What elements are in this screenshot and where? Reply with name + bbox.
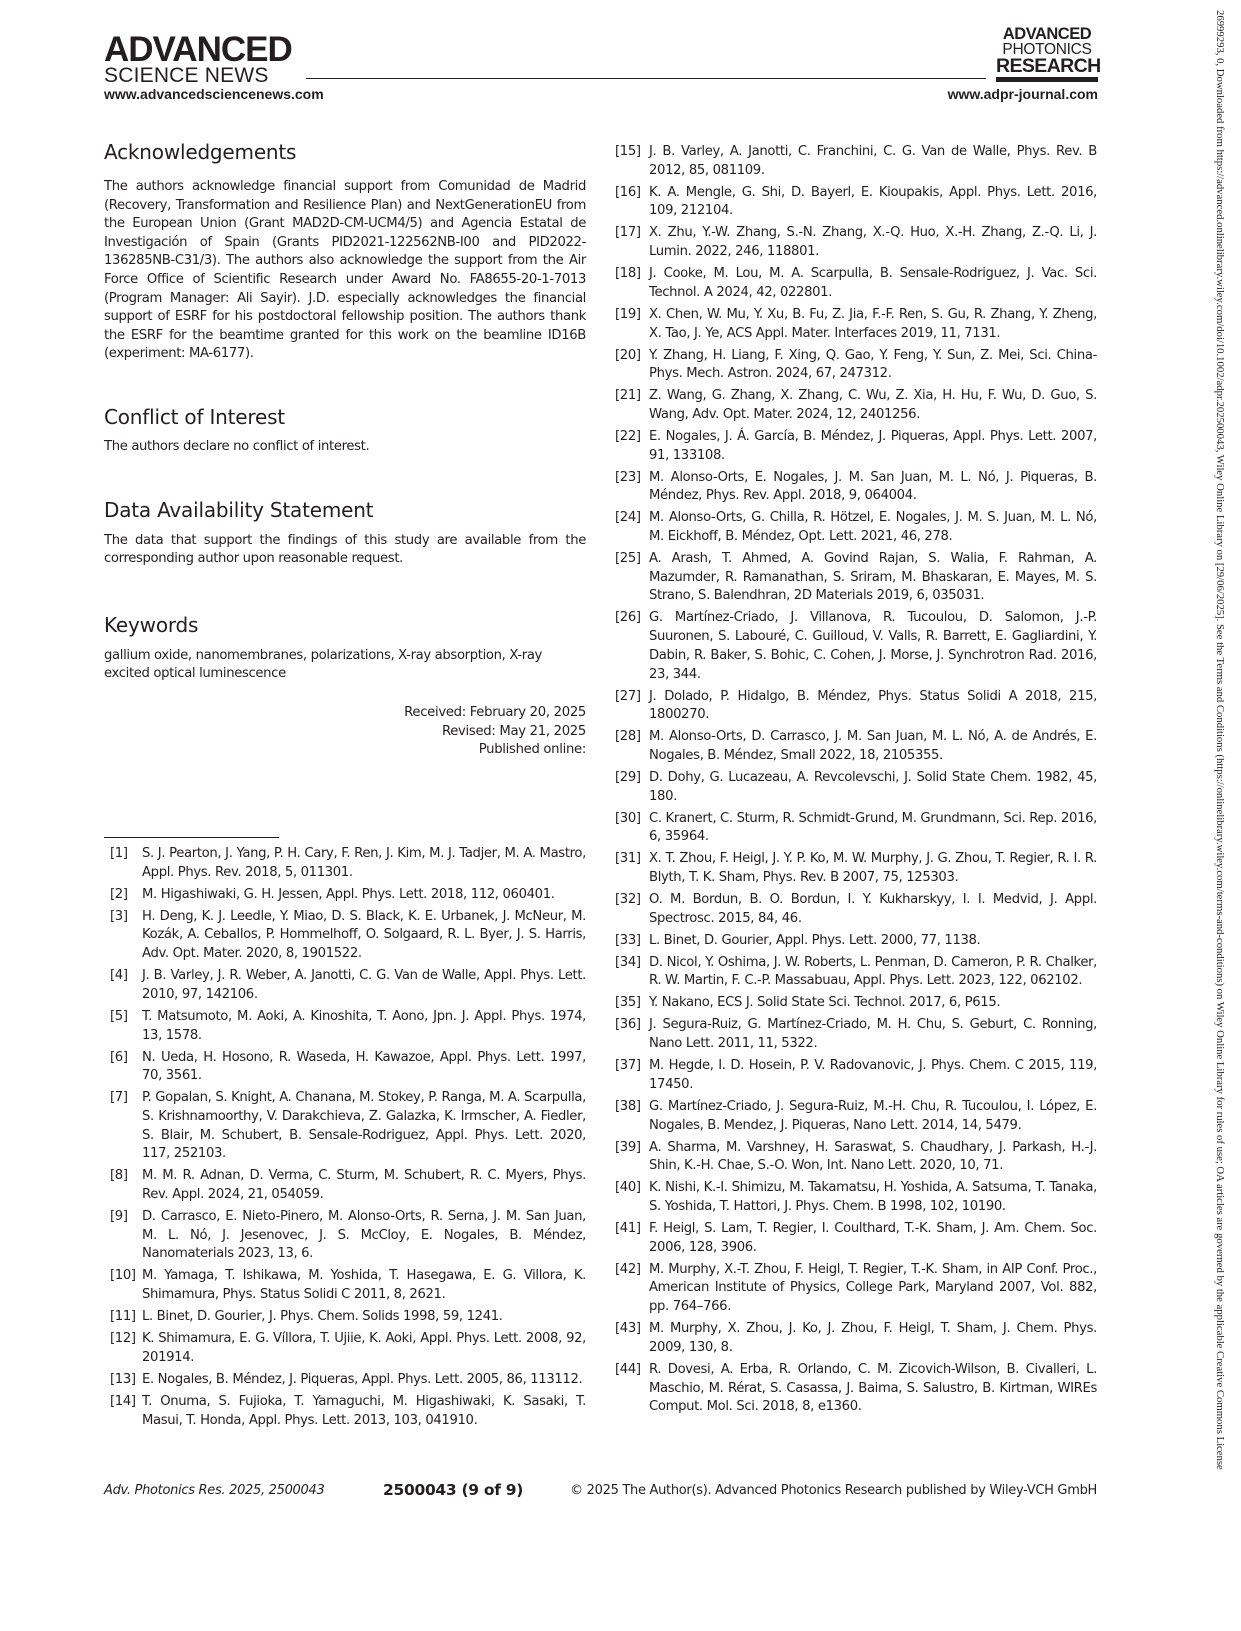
reference-number: [14]: [110, 1393, 136, 1409]
reference-number: [21]: [615, 388, 641, 404]
reference-item: [615, 1320, 1097, 1357]
reference-text: A. Arash, T. Ahmed, A. Govind Rajan, S. Walia, F. Rahman, A. Mazumder, R. Ramanathan, S. Sriram, M. Bhaskaran, E. Mayes, M. S. Strano, S. Balendhran, 2D Materials 2019, 6, 035031.: [649, 551, 1097, 604]
reference-text: J. Dolado, P. Hidalgo, B. Méndez, Phys. Status Solidi A 2018, 215, 1800270.: [649, 688, 1097, 723]
reference-text: M. Higashiwaki, G. H. Jessen, Appl. Phys. Lett. 2018, 112, 060401.: [142, 886, 555, 902]
received-date: Received: February 20, 2025: [404, 704, 586, 720]
reference-item: [615, 688, 1097, 725]
reference-text: M. Alonso-Orts, D. Carrasco, J. M. San Juan, M. L. Nó, A. de Andrés, E. Nogales, B. Méndez, Small 2022, 18, 2105355.: [649, 729, 1097, 763]
reference-text: L. Binet, D. Gourier, J. Phys. Chem. Solids 1998, 59, 1241.: [142, 1309, 503, 1325]
reference-text: G. Martínez-Criado, J. Segura-Ruiz, M.-H. Chu, R. Tucoulou, I. López, E. Nogales, B. Mendez, J. Piqueras, Nano Lett. 2014, 14, 5479.: [649, 1098, 1097, 1133]
reference-item: [615, 994, 1097, 1013]
reference-item: [615, 1057, 1097, 1094]
reference-text: Z. Wang, G. Zhang, X. Zhang, C. Wu, Z. Xia, H. Hu, F. Wu, D. Guo, S. Wang, Adv. Opt. Mater. 2024, 12, 2401256.: [649, 388, 1097, 422]
reference-text: D. Nicol, Y. Oshima, J. W. Roberts, L. Penman, D. Cameron, P. R. Chalker, R. W. Martin, F. C.-P. Massabuau, Appl. Phys. Lett. 2023, 122, 062102.: [649, 954, 1097, 989]
reference-item: [615, 469, 1097, 506]
reference-text: Y. Nakano, ECS J. Solid State Sci. Technol. 2017, 6, P615.: [649, 995, 1001, 1011]
reference-text: R. Dovesi, A. Erba, R. Orlando, C. M. Zicovich-Wilson, B. Civalleri, L. Maschio, M. Rérat, S. Casassa, J. Baima, S. Salustro, B. Kirtman, WIREs Comput. Mol. Sci. 2018, 8, e1360.: [649, 1361, 1097, 1415]
reference-item: [615, 932, 1097, 951]
reference-item: [104, 1008, 586, 1045]
reference-item: [104, 1330, 586, 1367]
reference-item: [104, 886, 586, 905]
reference-item: [104, 845, 586, 882]
reference-text: L. Binet, D. Gourier, Appl. Phys. Lett. 2000, 77, 1138.: [649, 932, 981, 948]
reference-text: J. Cooke, M. Lou, M. A. Scarpulla, B. Sensale-Rodriguez, J. Vac. Sci. Technol. A 2024, 42, 022801.: [649, 266, 1097, 300]
reference-number: [23]: [615, 469, 641, 485]
reference-number: [35]: [615, 995, 641, 1011]
reference-number: [20]: [615, 347, 641, 363]
reference-number: [32]: [615, 892, 641, 908]
acknowledgements-text: The authors acknowledge financial support from Comunidad de Madrid (Recovery, Transformation and Resilience Plan) and NextGenerationEU from the European Union (Grant MAD2D-CM-UCM4/5) and Agencia Estatal de Investigación of Spain (Grants PID2021-122562NB-I00 and PID2022-136285NB-C31/3). The authors also acknowledge the support from the Air Force Office of Scientific Research under Award No. FA8655-20-1-7013 (Program Manager: Ali Sayir). J.D. especially acknowledges the financial support of ESRF for his postdoctoral fellowship position. The authors thank the ESRF for the beamtime granted for this work on the beamline ID16B (experiment: MA-6177).: [104, 179, 586, 362]
reference-number: [17]: [615, 225, 641, 241]
reference-number: [10]: [110, 1268, 136, 1284]
reference-number: [18]: [615, 266, 641, 282]
reference-item: [615, 891, 1097, 928]
reference-text: G. Martínez-Criado, J. Villanova, R. Tucoulou, D. Salomon, J.-P. Suuronen, S. Labouré, C. Guilloud, V. Valls, R. Barrett, E. Gagliardini, Y. Dabin, R. Baker, S. Bohic, C. Cohen, J. Morse, J. Synchrotron Rad. 2016, 23, 344.: [649, 610, 1097, 682]
footer-copyright: © 2025 The Author(s). Advanced Photonics Research published by Wiley-VCH GmbH: [570, 1483, 1097, 1498]
reference-number: [12]: [110, 1331, 136, 1347]
reference-item: [615, 1179, 1097, 1216]
published-date: Published online:: [478, 742, 586, 758]
reference-item: [615, 1139, 1097, 1176]
reference-number: [27]: [615, 688, 641, 704]
reference-number: [28]: [615, 729, 641, 745]
reference-text: J. B. Varley, A. Janotti, C. Franchini, C. G. Van de Walle, Phys. Rev. B 2012, 85, 081109.: [649, 144, 1097, 178]
reference-number: [30]: [615, 810, 641, 826]
conflict-text: The authors declare no conflict of interest.: [104, 438, 370, 454]
reference-item: [615, 769, 1097, 806]
reference-item: [615, 224, 1097, 261]
reference-number: [22]: [615, 428, 641, 444]
reference-text: X. Zhu, Y.-W. Zhang, S.-N. Zhang, X.-Q. Huo, X.-H. Zhang, Z.-Q. Li, J. Lumin. 2022, 246, 118801.: [649, 225, 1097, 260]
reference-text: D. Dohy, G. Lucazeau, A. Revcolevschi, J. Solid State Chem. 1982, 45, 180.: [649, 769, 1097, 804]
reference-number: [6]: [110, 1049, 128, 1065]
reference-number: [41]: [615, 1220, 641, 1236]
reference-number: [40]: [615, 1180, 641, 1196]
reference-item: [615, 728, 1097, 765]
reference-number: [44]: [615, 1361, 641, 1377]
reference-text: O. M. Bordun, B. O. Bordun, I. Y. Kukharskyy, I. I. Medvid, J. Appl. Spectrosc. 2015, 84, 46.: [649, 892, 1097, 926]
reference-number: [26]: [615, 610, 641, 626]
reference-text: A. Sharma, M. Varshney, H. Saraswat, S. Chaudhary, J. Parkash, H.-J. Shin, K.-H. Chae, S.-O. Won, Int. Nano Lett. 2020, 10, 71.: [649, 1139, 1097, 1174]
reference-item: [615, 550, 1097, 606]
reference-item: [615, 509, 1097, 546]
reference-number: [33]: [615, 932, 641, 948]
reference-list-left: [104, 845, 586, 1434]
reference-item: [615, 184, 1097, 221]
reference-text: M. M. R. Adnan, D. Verma, C. Sturm, M. Schubert, R. C. Myers, Phys. Rev. Appl. 2024, 21, 054059.: [142, 1168, 586, 1203]
data-availability-heading: Data Availability Statement: [104, 497, 374, 522]
acknowledgements-section: [104, 140, 586, 364]
reference-item: [104, 1308, 586, 1327]
reference-text: C. Kranert, C. Sturm, R. Schmidt-Grund, M. Grundmann, Sci. Rep. 2016, 6, 35964.: [649, 810, 1097, 845]
reference-number: [15]: [615, 144, 641, 159]
reference-item: [615, 1220, 1097, 1257]
journal-url-link[interactable]: www.adpr-journal.com: [947, 86, 1098, 102]
reference-number: [11]: [110, 1309, 136, 1325]
reference-number: [29]: [615, 769, 641, 785]
reference-text: N. Ueda, H. Hosono, R. Waseda, H. Kawazoe, Appl. Phys. Lett. 1997, 70, 3561.: [142, 1049, 586, 1084]
acknowledgements-heading: Acknowledgements: [104, 140, 297, 164]
reference-item: [104, 1167, 586, 1204]
reference-number: [5]: [110, 1008, 128, 1024]
reference-item: [104, 1208, 586, 1264]
journal-logo-line3: RESEARCH: [996, 55, 1101, 77]
conflict-section: [104, 405, 586, 457]
reference-number: [13]: [110, 1371, 136, 1387]
reference-number: [42]: [615, 1261, 641, 1277]
download-side-note: 26999293, 0, Downloaded from https://advanced.onlinelibrary.wiley.com/doi/10.1002/adpr.202500043, Wiley Online Library on [29/06/2025]. See the Terms and Conditions (https://onlinelibrary.wiley.com/terms-and-conditions) on Wiley Online Library for rules of use; OA articles are governed by the applicable Creative Commons License: [1214, 10, 1226, 1470]
reference-number: [31]: [615, 851, 641, 867]
reference-item: [104, 967, 586, 1004]
reference-number: [16]: [615, 184, 641, 200]
reference-number: [19]: [615, 306, 641, 322]
left-column: [104, 140, 586, 760]
reference-text: M. Alonso-Orts, E. Nogales, J. M. San Juan, M. L. Nó, J. Piqueras, B. Méndez, Phys. Rev. Appl. 2018, 9, 064004.: [649, 469, 1097, 504]
publisher-url-link[interactable]: www.advancedsciencenews.com: [104, 86, 324, 102]
publisher-logo-line1: ADVANCED: [104, 30, 292, 69]
reference-text: K. Nishi, K.-I. Shimizu, M. Takamatsu, H. Yoshida, A. Satsuma, T. Tanaka, S. Yoshida, T. Hattori, J. Phys. Chem. B 1998, 102, 10190.: [649, 1180, 1097, 1214]
reference-text: F. Heigl, S. Lam, T. Regier, I. Coulthard, T.-K. Sham, J. Am. Chem. Soc. 2006, 128, 3906.: [649, 1220, 1097, 1255]
reference-item: [615, 1016, 1097, 1053]
reference-number: [37]: [615, 1058, 641, 1074]
reference-text: T. Onuma, S. Fujioka, T. Yamaguchi, M. Higashiwaki, K. Sasaki, T. Masui, T. Honda, Appl. Phys. Lett. 2013, 103, 041910.: [142, 1393, 586, 1428]
reference-item: [615, 387, 1097, 424]
conflict-heading: Conflict of Interest: [104, 404, 285, 429]
reference-text: M. Murphy, X. Zhou, J. Ko, J. Zhou, F. Heigl, T. Sham, J. Chem. Phys. 2009, 130, 8.: [649, 1321, 1097, 1355]
reference-item: [615, 265, 1097, 302]
reference-text: J. B. Varley, J. R. Weber, A. Janotti, C. G. Van de Walle, Appl. Phys. Lett. 2010, 97, 142106.: [142, 968, 586, 1002]
keywords-heading: Keywords: [104, 612, 199, 637]
reference-item: [615, 850, 1097, 887]
reference-text: X. Chen, W. Mu, Y. Xu, B. Fu, Z. Jia, F.-F. Ren, S. Gu, R. Zhang, Y. Zheng, X. Tao, J. Ye, ACS Appl. Mater. Interfaces 2019, 11, 7131.: [649, 306, 1097, 341]
reference-text: J. Segura-Ruiz, G. Martínez-Criado, M. H. Chu, S. Geburt, C. Ronning, Nano Lett. 2011, 11, 5322.: [649, 1017, 1097, 1052]
reference-item: [104, 908, 586, 964]
reference-item: [615, 810, 1097, 847]
reference-text: P. Gopalan, S. Knight, A. Chanana, M. Stokey, P. Ranga, M. A. Scarpulla, S. Krishnamoorthy, V. Darakchieva, Z. Galazka, K. Irmscher, A. Fiedler, S. Blair, M. Schubert, B. Sensale-Rodriguez, Appl. Phys. Lett. 2020, 117, 252103.: [142, 1090, 586, 1162]
revised-date: Revised: May 21, 2025: [441, 723, 586, 739]
reference-item: [615, 347, 1097, 384]
reference-list-right: [615, 143, 1097, 1420]
reference-item: [615, 1261, 1097, 1317]
reference-item: [104, 1393, 586, 1430]
reference-number: [2]: [110, 886, 128, 902]
reference-text: S. J. Pearton, J. Yang, P. H. Cary, F. Ren, J. Kim, M. J. Tadjer, M. A. Mastro, Appl. Phys. Rev. 2018, 5, 011301.: [142, 846, 586, 880]
reference-text: K. A. Mengle, G. Shi, D. Bayerl, E. Kioupakis, Appl. Phys. Lett. 2016, 109, 212104.: [649, 184, 1097, 219]
journal-logo: [996, 25, 1101, 82]
reference-item: [104, 1371, 586, 1390]
reference-text: M. Yamaga, T. Ishikawa, M. Yoshida, T. Hasegawa, E. G. Villora, K. Shimamura, Phys. Status Solidi C 2011, 8, 2621.: [142, 1268, 586, 1303]
reference-text: E. Nogales, B. Méndez, J. Piqueras, Appl. Phys. Lett. 2005, 86, 113112.: [142, 1371, 583, 1387]
reference-number: [4]: [110, 968, 128, 984]
reference-number: [3]: [110, 908, 128, 924]
data-availability-section: [104, 498, 586, 569]
reference-item: [615, 428, 1097, 465]
reference-text: Y. Zhang, H. Liang, F. Xing, Q. Gao, Y. Feng, Y. Sun, Z. Mei, Sci. China-Phys. Mech. Astron. 2024, 67, 247312.: [649, 347, 1097, 382]
reference-text: H. Deng, K. J. Leedle, Y. Miao, D. S. Black, K. E. Urbanek, J. McNeur, M. Kozák, A. Ceballos, P. Hommelhoff, O. Solgaard, R. L. Byer, J. S. Harris, Adv. Opt. Mater. 2020, 8, 1901522.: [142, 908, 586, 962]
reference-number: [24]: [615, 510, 641, 526]
reference-text: M. Murphy, X.-T. Zhou, F. Heigl, T. Regier, T.-K. Sham, in AIP Conf. Proc., American Institute of Physics, College Park, Maryland 2007, Vol. 882, pp. 764–766.: [649, 1261, 1097, 1315]
reference-text: D. Carrasco, E. Nieto-Pinero, M. Alonso-Orts, R. Serna, J. M. San Juan, M. L. Nó, J. Jesenovec, J. S. McCloy, E. Nogales, B. Méndez, Nanomaterials 2023, 13, 6.: [142, 1209, 586, 1262]
reference-number: [9]: [110, 1209, 128, 1225]
keywords-section: [104, 613, 586, 684]
header-divider: [306, 78, 986, 79]
article-dates: [104, 704, 586, 760]
reference-text: K. Shimamura, E. G. Víllora, T. Ujiie, K. Aoki, Appl. Phys. Lett. 2008, 92, 201914.: [142, 1331, 586, 1365]
reference-number: [25]: [615, 551, 641, 567]
references-divider: [104, 837, 279, 838]
reference-item: [104, 1267, 586, 1304]
reference-text: T. Matsumoto, M. Aoki, A. Kinoshita, T. Aono, Jpn. J. Appl. Phys. 1974, 13, 1578.: [142, 1008, 586, 1043]
reference-item: [104, 1089, 586, 1164]
reference-number: [38]: [615, 1098, 641, 1114]
publisher-logo-line2: SCIENCE NEWS: [104, 64, 269, 87]
reference-item: [615, 1098, 1097, 1135]
reference-item: [615, 609, 1097, 684]
footer-citation: Adv. Photonics Res. 2025, 2500043: [104, 1483, 325, 1498]
reference-item: [615, 306, 1097, 343]
reference-number: [34]: [615, 954, 641, 970]
journal-logo-bar: [996, 77, 1098, 82]
reference-number: [43]: [615, 1321, 641, 1337]
reference-text: M. Alonso-Orts, G. Chilla, R. Hötzel, E. Nogales, J. M. S. Juan, M. L. Nó, M. Eickhoff, B. Méndez, Opt. Lett. 2021, 46, 278.: [649, 510, 1097, 545]
reference-item: [104, 1049, 586, 1086]
reference-item: [615, 1361, 1097, 1417]
journal-logo-line1: ADVANCED: [1002, 25, 1092, 43]
keywords-text: gallium oxide, nanomembranes, polarizations, X-ray absorption, X-ray excited optical luminescence: [104, 647, 543, 682]
reference-number: [7]: [110, 1090, 128, 1106]
reference-item: [615, 954, 1097, 991]
reference-item: [615, 143, 1097, 180]
reference-text: X. T. Zhou, F. Heigl, J. Y. P. Ko, M. W. Murphy, J. G. Zhou, T. Regier, R. I. R. Blyth, T. K. Sham, Phys. Rev. B 2007, 75, 125303.: [649, 851, 1097, 886]
journal-logo-line2: PHOTONICS: [1002, 41, 1092, 58]
reference-text: E. Nogales, J. Á. García, B. Méndez, J. Piqueras, Appl. Phys. Lett. 2007, 91, 133108.: [649, 428, 1097, 463]
reference-number: [8]: [110, 1168, 128, 1184]
reference-text: M. Hegde, I. D. Hosein, P. V. Radovanovic, J. Phys. Chem. C 2015, 119, 17450.: [649, 1058, 1097, 1092]
reference-number: [39]: [615, 1139, 641, 1155]
reference-number: [36]: [615, 1017, 641, 1033]
data-availability-text: The data that support the findings of this study are available from the corresponding author upon reasonable request.: [104, 532, 586, 567]
reference-number: [1]: [110, 846, 128, 861]
publisher-logo: [104, 30, 304, 87]
footer-page-number: 2500043 (9 of 9): [383, 1481, 524, 1499]
